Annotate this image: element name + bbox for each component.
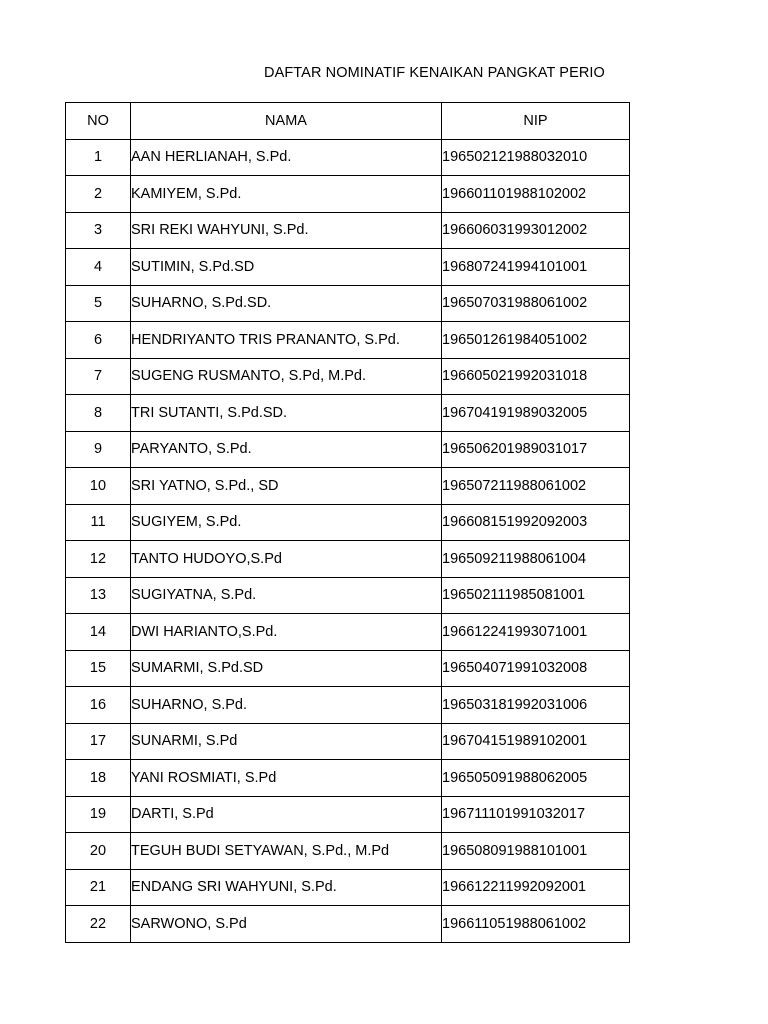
row-number: 6 <box>66 322 131 359</box>
row-number: 3 <box>66 212 131 249</box>
row-number: 21 <box>66 869 131 906</box>
employee-nip: 196502111985081001 <box>442 577 630 614</box>
row-number: 1 <box>66 139 131 176</box>
employee-name: DARTI, S.Pd <box>131 796 442 833</box>
row-number: 22 <box>66 906 131 943</box>
table-row <box>66 395 630 432</box>
row-number: 14 <box>66 614 131 651</box>
row-number: 9 <box>66 431 131 468</box>
row-number: 12 <box>66 541 131 578</box>
employee-nip: 196507211988061002 <box>442 468 630 505</box>
employee-name: YANI ROSMIATI, S.Pd <box>131 760 442 797</box>
employee-nip: 196504071991032008 <box>442 650 630 687</box>
nominative-list-table <box>65 102 630 943</box>
employee-name: SUGIYATNA, S.Pd. <box>131 577 442 614</box>
employee-name: TANTO HUDOYO,S.Pd <box>131 541 442 578</box>
employee-name: PARYANTO, S.Pd. <box>131 431 442 468</box>
table-row <box>66 212 630 249</box>
table-body <box>66 139 630 942</box>
employee-name: DWI HARIANTO,S.Pd. <box>131 614 442 651</box>
table-row <box>66 541 630 578</box>
employee-name: AAN HERLIANAH, S.Pd. <box>131 139 442 176</box>
row-number: 20 <box>66 833 131 870</box>
row-number: 18 <box>66 760 131 797</box>
column-header-nama: NAMA <box>131 103 442 140</box>
row-number: 7 <box>66 358 131 395</box>
table-row <box>66 687 630 724</box>
employee-nip: 196704191989032005 <box>442 395 630 432</box>
row-number: 16 <box>66 687 131 724</box>
column-header-nip: NIP <box>442 103 630 140</box>
row-number: 5 <box>66 285 131 322</box>
table-row <box>66 176 630 213</box>
employee-nip: 196502121988032010 <box>442 139 630 176</box>
employee-name: ENDANG SRI WAHYUNI, S.Pd. <box>131 869 442 906</box>
employee-nip: 196711101991032017 <box>442 796 630 833</box>
table-row <box>66 650 630 687</box>
table-row <box>66 139 630 176</box>
employee-nip: 196605021992031018 <box>442 358 630 395</box>
table-row <box>66 723 630 760</box>
employee-nip: 196606031993012002 <box>442 212 630 249</box>
table-row <box>66 468 630 505</box>
employee-name: SUGIYEM, S.Pd. <box>131 504 442 541</box>
employee-nip: 196505091988062005 <box>442 760 630 797</box>
employee-name: SRI YATNO, S.Pd., SD <box>131 468 442 505</box>
employee-name: SRI REKI WAHYUNI, S.Pd. <box>131 212 442 249</box>
row-number: 11 <box>66 504 131 541</box>
row-number: 17 <box>66 723 131 760</box>
row-number: 4 <box>66 249 131 286</box>
column-header-no: NO <box>66 103 131 140</box>
employee-name: SUHARNO, S.Pd. <box>131 687 442 724</box>
table-row <box>66 869 630 906</box>
employee-nip: 196506201989031017 <box>442 431 630 468</box>
table-row <box>66 322 630 359</box>
employee-nip: 196612211992092001 <box>442 869 630 906</box>
row-number: 15 <box>66 650 131 687</box>
row-number: 10 <box>66 468 131 505</box>
row-number: 8 <box>66 395 131 432</box>
employee-name: SUMARMI, S.Pd.SD <box>131 650 442 687</box>
table-row <box>66 504 630 541</box>
employee-nip: 196501261984051002 <box>442 322 630 359</box>
employee-name: TRI SUTANTI, S.Pd.SD. <box>131 395 442 432</box>
employee-name: SUNARMI, S.Pd <box>131 723 442 760</box>
document-title: DAFTAR NOMINATIF KENAIKAN PANGKAT PERIO <box>264 65 605 81</box>
employee-name: HENDRIYANTO TRIS PRANANTO, S.Pd. <box>131 322 442 359</box>
employee-nip: 196608151992092003 <box>442 504 630 541</box>
table-row <box>66 431 630 468</box>
employee-nip: 196704151989102001 <box>442 723 630 760</box>
table-row <box>66 249 630 286</box>
table-row <box>66 285 630 322</box>
table-row <box>66 614 630 651</box>
employee-nip: 196503181992031006 <box>442 687 630 724</box>
employee-name: SARWONO, S.Pd <box>131 906 442 943</box>
employee-nip: 196612241993071001 <box>442 614 630 651</box>
table-row <box>66 833 630 870</box>
employee-nip: 196807241994101001 <box>442 249 630 286</box>
employee-name: KAMIYEM, S.Pd. <box>131 176 442 213</box>
table-row <box>66 358 630 395</box>
table-row <box>66 796 630 833</box>
row-number: 2 <box>66 176 131 213</box>
row-number: 13 <box>66 577 131 614</box>
employee-nip: 196509211988061004 <box>442 541 630 578</box>
employee-nip: 196507031988061002 <box>442 285 630 322</box>
employee-name: SUTIMIN, S.Pd.SD <box>131 249 442 286</box>
employee-nip: 196508091988101001 <box>442 833 630 870</box>
row-number: 19 <box>66 796 131 833</box>
employee-nip: 196601101988102002 <box>442 176 630 213</box>
table-row <box>66 760 630 797</box>
employee-name: TEGUH BUDI SETYAWAN, S.Pd., M.Pd <box>131 833 442 870</box>
table-header-row <box>66 103 630 140</box>
table-row <box>66 577 630 614</box>
employee-name: SUHARNO, S.Pd.SD. <box>131 285 442 322</box>
employee-name: SUGENG RUSMANTO, S.Pd, M.Pd. <box>131 358 442 395</box>
table-row <box>66 906 630 943</box>
employee-nip: 196611051988061002 <box>442 906 630 943</box>
